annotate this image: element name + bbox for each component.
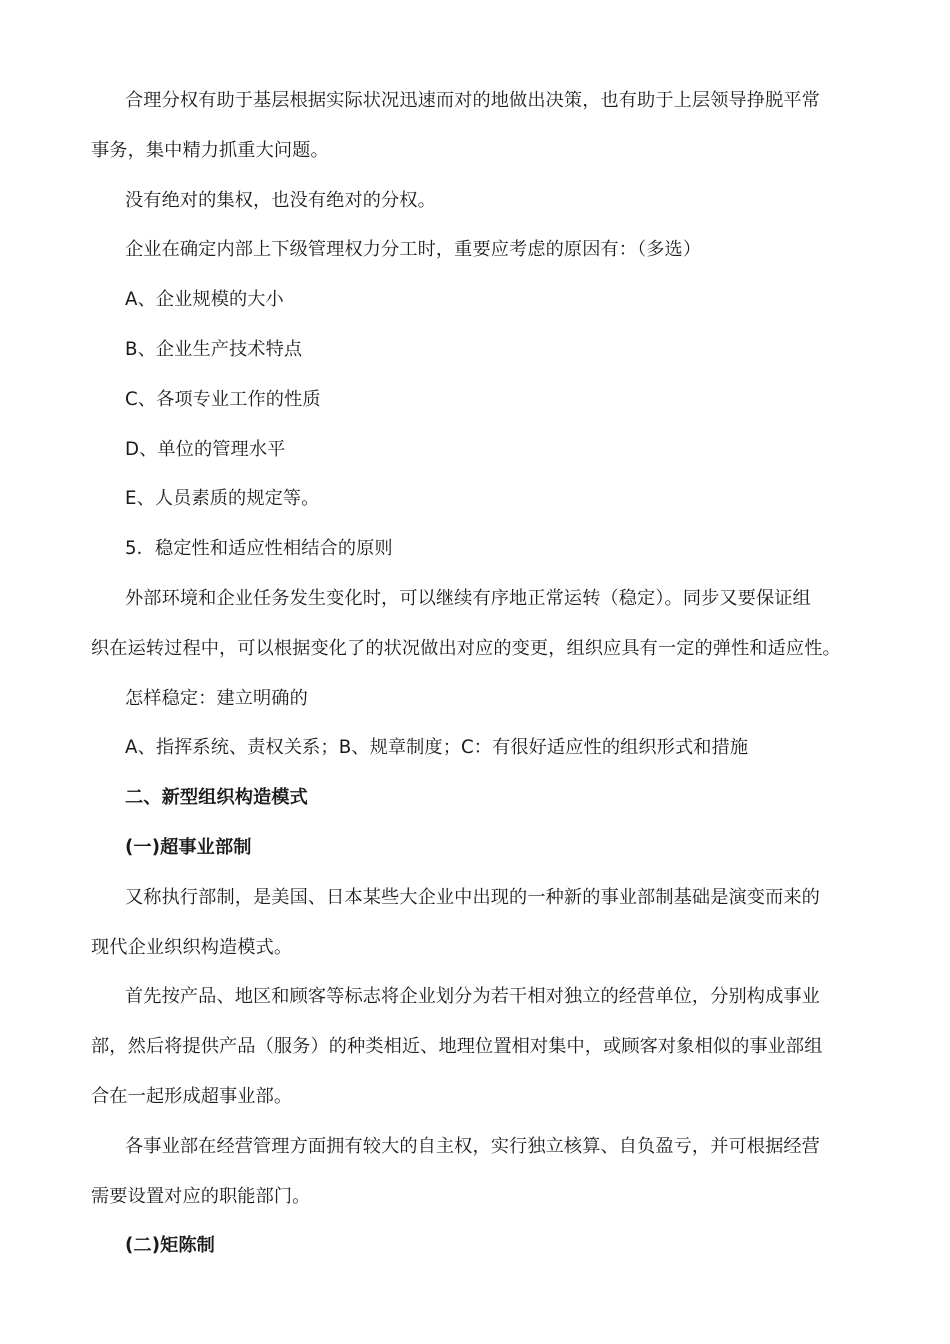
paragraph-line: 各事业部在经营管理方面拥有较大的自主权，实行独立核算、自负盈亏，并可根据经营 — [125, 1135, 820, 1157]
option-b: B、企业生产技术特点 — [125, 338, 303, 360]
paragraph-line: 织在运转过程中，可以根据变化了的状况做出对应的变更，组织应具有一定的弹性和适应性。 — [91, 637, 841, 659]
option-c: C、各项专业工作的性质 — [125, 388, 321, 410]
paragraph-line: 现代企业织织构造模式。 — [91, 936, 293, 958]
option-a: A、企业规模的大小 — [125, 289, 284, 311]
paragraph-line: A、指挥系统、责权关系；B、规章制度；C：有很好适应性的组织形式和措施 — [125, 737, 749, 759]
paragraph-line: 怎样稳定：建立明确的 — [125, 687, 308, 709]
section-heading: 二、新型组织构造模式 — [125, 787, 308, 809]
paragraph-line: 部，然后将提供产品（服务）的种类相近、地理位置相对集中，或顾客对象相似的事业部组 — [91, 1036, 823, 1058]
paragraph-line: 没有绝对的集权，也没有绝对的分权。 — [125, 189, 436, 211]
question-line: 企业在确定内部上下级管理权力分工时，重要应考虑的原因有：（多选） — [125, 239, 702, 261]
principle-heading: 5．稳定性和适应性相结合的原则 — [125, 538, 393, 560]
document-page — [91, 76, 861, 1271]
option-d: D、单位的管理水平 — [125, 438, 286, 460]
paragraph-line: 首先按产品、地区和顾客等标志将企业划分为若干相对独立的经营单位，分别构成事业 — [125, 986, 820, 1008]
paragraph-line: 事务，集中精力抓重大问题。 — [91, 139, 329, 161]
paragraph-line: 合在一起形成超事业部。 — [91, 1085, 293, 1107]
subsection-heading: (二)矩陈制 — [125, 1235, 215, 1257]
option-e: E、人员素质的规定等。 — [125, 488, 320, 510]
paragraph-line: 需要设置对应的职能部门。 — [91, 1185, 311, 1207]
paragraph-line: 合理分权有助于基层根据实际状况迅速而对的地做出决策，也有助于上层领导挣脱平常 — [125, 90, 820, 111]
subsection-heading: (一)超事业部制 — [125, 836, 252, 858]
paragraph-line: 外部环境和企业任务发生变化时，可以继续有序地正常运转（稳定）。同步又要保证组 — [125, 587, 811, 609]
paragraph-line: 又称执行部制，是美国、日本某些大企业中出现的一种新的事业部制基础是演变而来的 — [125, 886, 820, 908]
